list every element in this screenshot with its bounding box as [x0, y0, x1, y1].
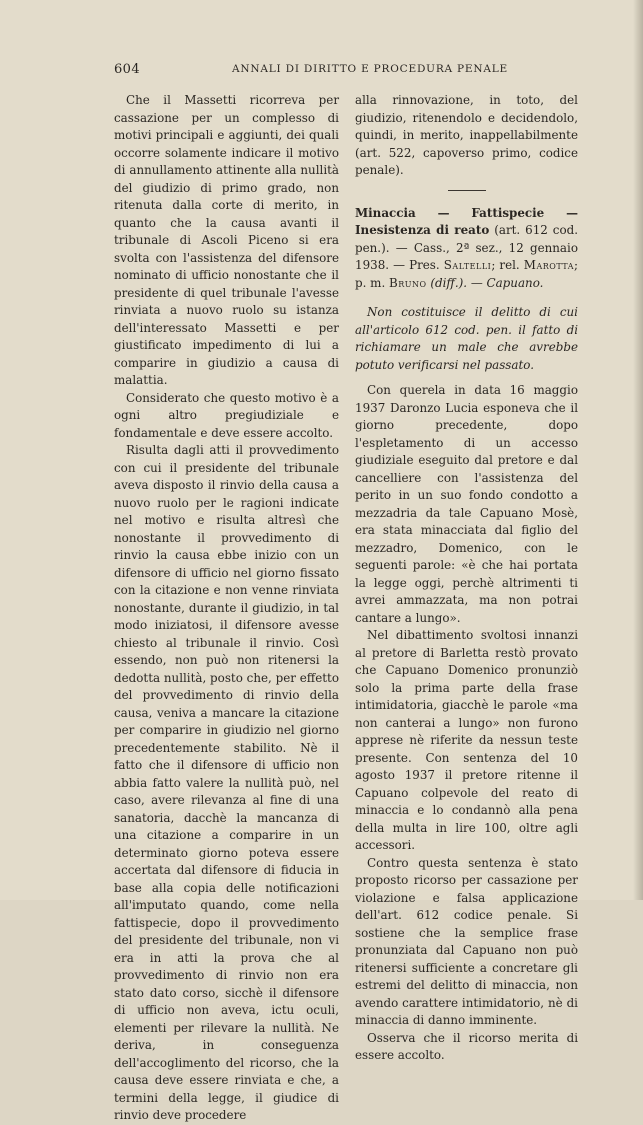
case-president: Saltelli	[443, 258, 492, 272]
right-paragraph-4: Osserva che il ricorso merita di essere accolto.	[355, 1030, 578, 1062]
left-paragraph-2: Considerato che questo motivo è a ogni altro pregiudiziale e fondamentale e deve essere accolto.	[114, 390, 339, 440]
case-maxim: Non costituisce il delitto di cui all'articolo 612 cod. pen. il fatto di richiamare un male che avrebbe potuto verificarsi nel passato.	[355, 305, 578, 372]
case-rapporteur: Marotta	[523, 258, 574, 272]
right-paragraph-1: Con querela in data 16 maggio 1937 Daronzo Lucia esponeva che il giorno precedente, dopo l'espletamento di un accesso giudiziale eseguito dal pretore e dal cancelliere con l'assistenza del perito in un suo fondo condotto a mezzadria da tale Capuano Mosè, era stata minacciata dal figlio del mezzadro, Domenico, con le seguenti parole: «è che hai portata la legge oggi, perchè altrimenti ti avrei ammazzata, ma non potrai cantare a lungo».	[355, 383, 578, 625]
prosecutor-note: (diff.).	[430, 275, 468, 290]
right-column	[355, 92, 578, 1065]
right-paragraph-2: Nel dibattimento svoltosi innanzi al pretore di Barletta restò provato che Capuano Domenico pronunziò solo la prima parte della frase intimidatoria, giacchè le parole «ma non canterai a lungo» non furono apprese nè riferite da nessun teste presente. Con sentenza del 10 agosto 1937 il pretore ritenne il Capuano colpevole del reato di minaccia e lo condannò alla pena della multa in lire 100, oltre agli accessori.	[355, 628, 578, 852]
pm-label: ; p. m.	[355, 258, 578, 290]
right-continuation: alla rinnovazione, in toto, del giudizio, ritenendolo e decidendolo, quindi, in merito, inappellabilmente (art. 522, capoverso primo, codice penale).	[355, 93, 578, 177]
case-party: — Capuano.	[470, 275, 544, 290]
page-number: 604	[114, 62, 141, 77]
section-divider	[448, 190, 486, 191]
case-heading	[355, 205, 578, 293]
left-paragraph-3: Risulta dagli atti il provvedimento con cui il presidente del tribunale aveva disposto il rinvio della causa a nuovo ruolo per le ragioni indicate nel motivo e risulta altresì che nonostante il provvedimento di rinvio la causa ebbe inizio con un difensore di ufficio nel giorno fissato con la citazione e non venne rinviata nonostante, durante il giudizio, in tal modo iniziatosi, il difensore avesse chiesto al tribunale il rinvio. Così essendo, non può non ritenersi la dedotta nullità, posto che, per effetto del provvedimento di rinvio della causa, veniva a mancare la citazione per comparire in giudizio nel giorno precedentemente stabilito. Nè il fatto che il difensore di ufficio non abbia fatto valere la nullità può, nel caso, avere rilevanza al fine di una sanatoria, dacchè la mancanza di una citazione a comparire in un determinato giorno poteva essere accertata dal difensore di fiducia in base alla copia delle notificazioni all'imputato quando, come nella fattispecie, dopo il provvedimento del presidente del tribunale, non vi era in atti la prova che al provvedimento di rinvio non era stato dato corso, sicchè il difensore di ufficio non aveva, ictu oculi, elementi per rilevare la nullità. Ne deriva, in conseguenza dell'accoglimento del ricorso, che la causa deve essere rinviata e che, a termini della legge, il giudice di rinvio deve procedere	[114, 443, 339, 1122]
case-title: Minaccia — Fattispecie — Inesistenza di reato	[355, 205, 578, 237]
page-spine-shadow	[633, 0, 643, 900]
case-prosecutor: Bruno	[389, 275, 427, 290]
case-citation: (art. 612 cod. pen.). — Cass., 2ª sez., 12 gennaio 1938. — Pres.	[355, 223, 579, 272]
left-column	[114, 92, 339, 1125]
rel-label: ; rel.	[491, 258, 520, 272]
running-title: ANNALI DI DIRITTO E PROCEDURA PENALE	[232, 63, 508, 75]
right-paragraph-3: Contro questa sentenza è stato proposto ricorso per cassazione per violazione e falsa applicazione dell'art. 612 codice penale. Si sostiene che la semplice frase pronunziata dal Capuano non può ritenersi sufficiente a concretare gli estremi del delitto di minaccia, non avendo carattere intimidatorio, nè di minaccia di danno imminente.	[355, 855, 578, 1027]
left-paragraph-1: Che il Massetti ricorreva per cassazione per un complesso di motivi principali e aggiunti, dei quali occorre solamente indicare il motivo di annullamento attinente alla nullità del giudizio di primo grado, non ritenuta dalla corte di merito, in quanto che la causa avanti il tribunale di Ascoli Piceno si era svolta con l'assistenza del difensore nominato di ufficio nonostante che il presidente di quel tribunale l'avesse rinviata a nuovo ruolo su istanza dell'interessato Massetti e per giustificato impedimento di lui a comparire in giudizio a causa di malattia.	[114, 93, 339, 387]
